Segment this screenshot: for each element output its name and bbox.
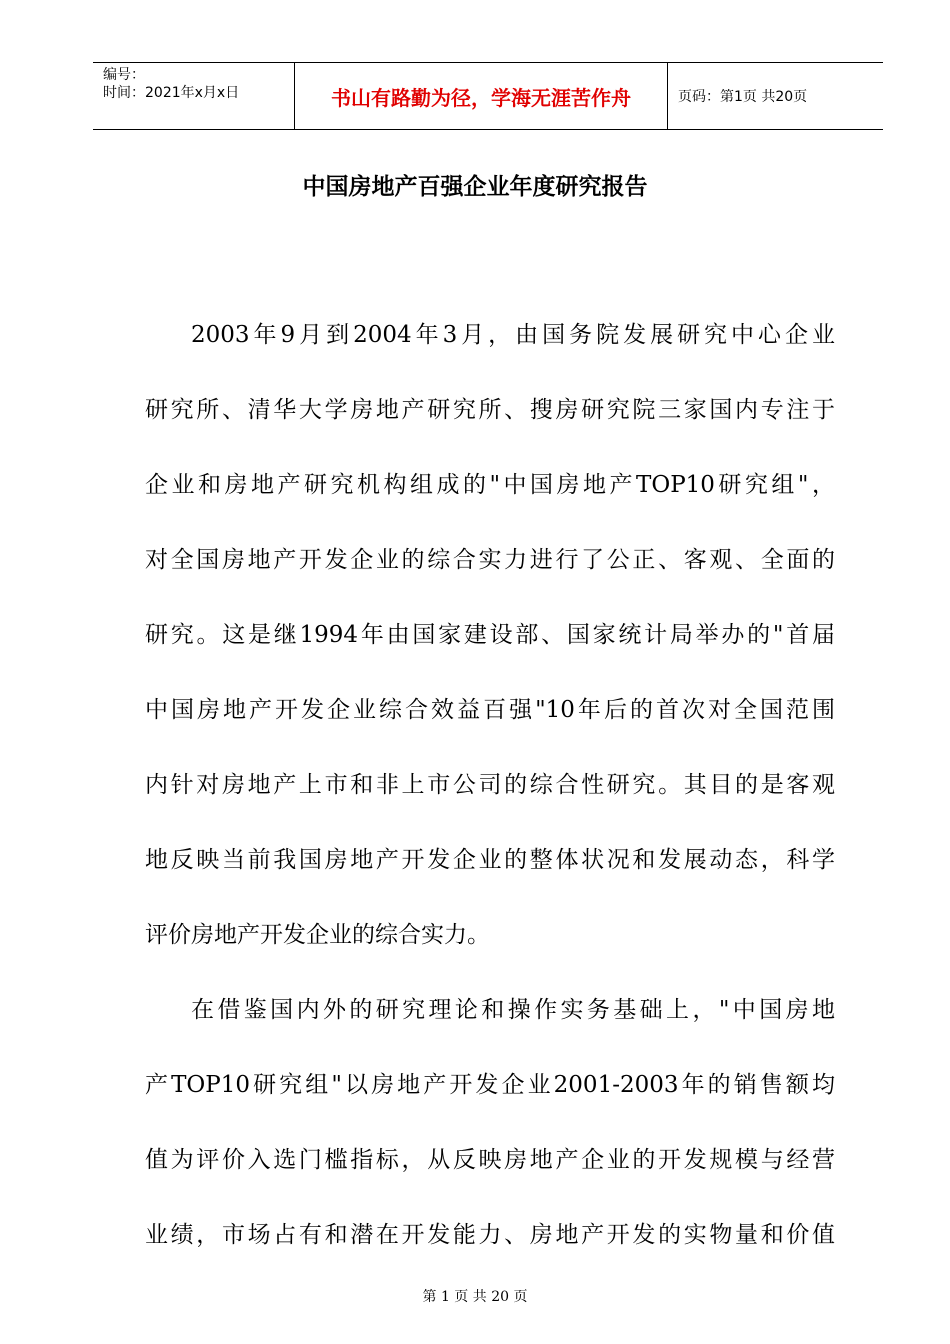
paragraph-line: 评价房地产开发企业的综合实力。 <box>145 922 490 948</box>
paragraph-line: 地反映当前我国房地产开发企业的整体状况和发展动态，科学 <box>145 847 835 873</box>
paragraph-line: 业绩，市场占有和潜在开发能力、房地产开发的实物量和价值 <box>145 1222 835 1248</box>
paragraph-line: 产TOP10研究组"以房地产开发企业2001-2003年的销售额均 <box>145 1072 835 1098</box>
paragraph-line: 研究。这是继1994年由国家建设部、国家统计局举办的"首届 <box>145 622 835 648</box>
paragraph-line: 对全国房地产开发企业的综合实力进行了公正、客观、全面的 <box>145 547 835 573</box>
page-header <box>93 62 883 130</box>
header-page-info: 页码：第1页 共20页 <box>678 89 808 105</box>
paragraph-line: 值为评价入选门槛指标，从反映房地产企业的开发规模与经营 <box>145 1147 835 1173</box>
paragraph-line: 2003年9月到2004年3月，由国务院发展研究中心企业 <box>191 322 835 348</box>
paragraph-line: 研究所、清华大学房地产研究所、搜房研究院三家国内专注于 <box>145 397 835 423</box>
page-footer: 第 1 页 共 20 页 <box>422 1289 528 1305</box>
document-body <box>145 298 835 1273</box>
header-meta <box>93 63 295 129</box>
paragraph-line: 企业和房地产研究机构组成的"中国房地产TOP10研究组"， <box>145 472 835 498</box>
document-number-label: 编号： <box>103 67 145 83</box>
paragraph-line: 在借鉴国内外的研究理论和操作实务基础上，"中国房地 <box>191 997 835 1023</box>
paragraph-line: 内针对房地产上市和非上市公司的综合性研究。其目的是客观 <box>145 772 835 798</box>
paragraph-line: 中国房地产开发企业综合效益百强"10年后的首次对全国范围 <box>145 697 835 723</box>
document-time-label: 时间：2021年x月x日 <box>103 85 240 101</box>
header-motto: 书山有路勤为径，学海无涯苦作舟 <box>295 63 668 129</box>
document-title: 中国房地产百强企业年度研究报告 <box>302 174 648 200</box>
